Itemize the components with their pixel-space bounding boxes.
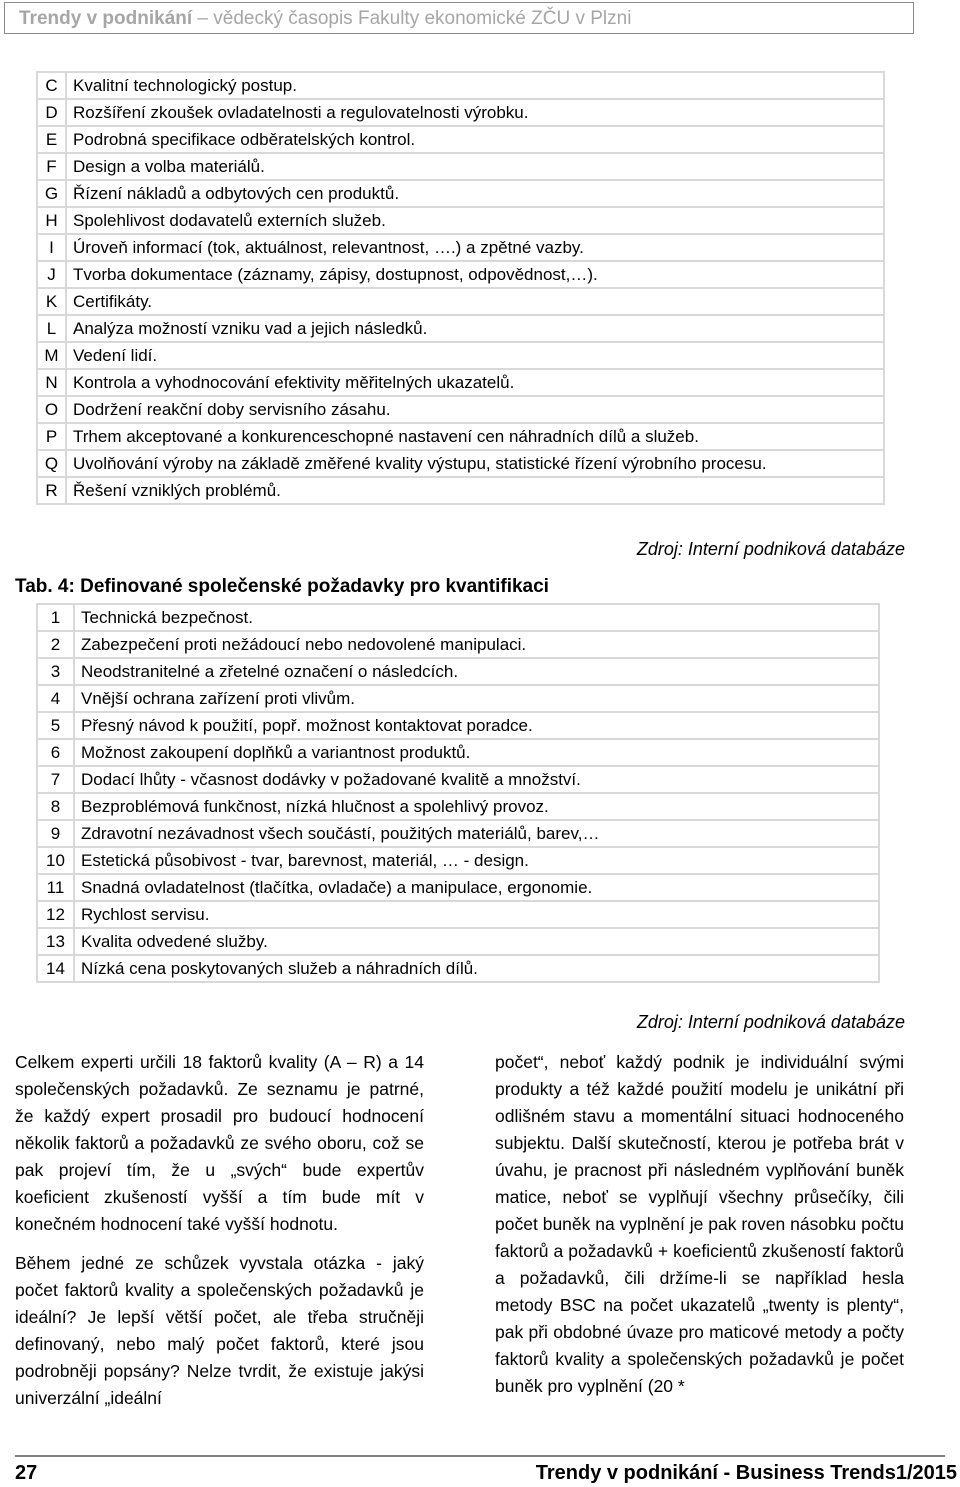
table-row — [37, 153, 884, 180]
row-text: Neodstranitelné a zřetelné označení o následcích. — [74, 658, 879, 685]
row-code: R — [37, 477, 66, 504]
row-text: Design a volba materiálů. — [66, 153, 884, 180]
table-row — [37, 126, 884, 153]
row-text: Přesný návod k použití, popř. možnost kontaktovat poradce. — [74, 712, 879, 739]
table3-source: Zdroj: Interní podniková databáze — [636, 539, 905, 559]
table-row — [37, 207, 884, 234]
table-row — [37, 739, 879, 766]
page-number: 27 — [15, 1462, 38, 1484]
table-row — [37, 342, 884, 369]
row-code: 10 — [37, 847, 74, 874]
table-row — [37, 901, 879, 928]
row-text: Řízení nákladů a odbytových cen produktů. — [66, 180, 884, 207]
footer-title: Trendy v podnikání - Business Trends1/2015 — [535, 1462, 957, 1484]
table-row — [37, 847, 879, 874]
table4-source: Zdroj: Interní podniková databáze — [636, 1012, 905, 1032]
row-text: Uvolňování výroby na základě změřené kvality výstupu, statistické řízení výrobního procesu. — [66, 450, 884, 477]
row-text: Spolehlivost dodavatelů externích služeb. — [66, 207, 884, 234]
table-row — [37, 766, 879, 793]
table-row — [37, 315, 884, 342]
table-row — [37, 261, 884, 288]
left-column — [15, 1049, 424, 1412]
row-text: Kvalitní technologický postup. — [66, 72, 884, 99]
row-code: K — [37, 288, 66, 315]
paragraph: Celkem experti určili 18 faktorů kvality (A – R) a 14 společenských požadavků. Ze seznamu je patrné, že každý expert prosadil pro budoucí hodnocení několik faktorů a požadavků ze svého oboru, což se pak projeví tím, že u „svých“ bude expertův koeficient zkušeností vyšší a tím bude mít v konečném hodnocení také vyšší hodnotu. — [15, 1052, 424, 1234]
header-subtitle: – vědecký časopis Fakulty ekonomické ZČU v Plzni — [192, 8, 632, 29]
row-code: 13 — [37, 928, 74, 955]
row-code: 1 — [37, 604, 74, 631]
table-row — [37, 423, 884, 450]
social-requirements-table — [36, 603, 880, 983]
table-row — [37, 450, 884, 477]
paragraph: počet“, neboť každý podnik je individuální svými produkty a též každé použití modelu je unikátní při odlišném stavu a momentální situaci hodnoceného subjektu. Další skutečností, kterou je potřeba brát v úvahu, je pracnost při následném vyplňování buněk matice, neboť se vyplňují všechny průsečíky, čili počet buněk na vyplnění je pak roven násobku počtu faktorů a požadavků + koeficientů zkušeností faktorů a požadavků, čili držíme-li se například hesla metody BSC na počet ukazatelů „twenty is plenty“, pak při obdobné úvaze pro maticové metody a počty faktorů kvality a společenských požadavků je počet buněk pro vyplnění (20 * — [495, 1052, 904, 1396]
row-text: Analýza možností vzniku vad a jejich následků. — [66, 315, 884, 342]
table-row — [37, 180, 884, 207]
table-row — [37, 928, 879, 955]
row-code: 7 — [37, 766, 74, 793]
row-code: Q — [37, 450, 66, 477]
table-row — [37, 72, 884, 99]
table-row — [37, 99, 884, 126]
row-text: Vnější ochrana zařízení proti vlivům. — [74, 685, 879, 712]
table-row — [37, 685, 879, 712]
table4-caption: Tab. 4: Definované společenské požadavky pro kvantifikaci — [15, 576, 549, 597]
running-header — [4, 2, 914, 34]
table-row — [37, 658, 879, 685]
row-text: Řešení vzniklých problémů. — [66, 477, 884, 504]
row-code: O — [37, 396, 66, 423]
row-code: 12 — [37, 901, 74, 928]
row-code: 3 — [37, 658, 74, 685]
table-row — [37, 793, 879, 820]
table-row — [37, 604, 879, 631]
row-code: 9 — [37, 820, 74, 847]
row-text: Tvorba dokumentace (záznamy, zápisy, dostupnost, odpovědnost,…). — [66, 261, 884, 288]
row-text: Technická bezpečnost. — [74, 604, 879, 631]
row-text: Rozšíření zkoušek ovladatelnosti a regulovatelnosti výrobku. — [66, 99, 884, 126]
row-code: H — [37, 207, 66, 234]
table-row — [37, 631, 879, 658]
row-code: D — [37, 99, 66, 126]
row-text: Kontrola a vyhodnocování efektivity měřitelných ukazatelů. — [66, 369, 884, 396]
row-text: Trhem akceptované a konkurenceschopné nastavení cen náhradních dílů a služeb. — [66, 423, 884, 450]
row-text: Snadná ovladatelnost (tlačítka, ovladače) a manipulace, ergonomie. — [74, 874, 879, 901]
row-code: E — [37, 126, 66, 153]
row-code: M — [37, 342, 66, 369]
table-row — [37, 396, 884, 423]
row-code: N — [37, 369, 66, 396]
row-code: J — [37, 261, 66, 288]
row-code: 14 — [37, 955, 74, 982]
row-text: Zdravotní nezávadnost všech součástí, použitých materiálů, barev,… — [74, 820, 879, 847]
paragraph: Během jedné ze schůzek vyvstala otázka - jaký počet faktorů kvality a společenských požadavků je ideální? Je lepší větší počet, ale třeba stručněji definovaný, nebo malý počet faktorů, které jsou podrobněji popsány? Nelze tvrdit, že existuje jakýsi univerzální „ideální — [15, 1253, 424, 1408]
table-row — [37, 820, 879, 847]
row-code: 2 — [37, 631, 74, 658]
row-text: Rychlost servisu. — [74, 901, 879, 928]
row-code: L — [37, 315, 66, 342]
row-text: Možnost zakoupení doplňků a variantnost produktů. — [74, 739, 879, 766]
header-journal-name: Trendy v podnikání — [19, 8, 193, 29]
row-code: G — [37, 180, 66, 207]
row-text: Kvalita odvedené služby. — [74, 928, 879, 955]
row-text: Dodržení reakční doby servisního zásahu. — [66, 396, 884, 423]
row-text: Úroveň informací (tok, aktuálnost, relevantnost, ….) a zpětné vazby. — [66, 234, 884, 261]
row-text: Estetická působivost - tvar, barevnost, materiál, … - design. — [74, 847, 879, 874]
row-code: 5 — [37, 712, 74, 739]
row-text: Bezproblémová funkčnost, nízká hlučnost a spolehlivý provoz. — [74, 793, 879, 820]
row-code: 11 — [37, 874, 74, 901]
row-code: I — [37, 234, 66, 261]
quality-factors-table — [36, 71, 885, 505]
row-code: 6 — [37, 739, 74, 766]
row-code: 4 — [37, 685, 74, 712]
row-text: Zabezpečení proti nežádoucí nebo nedovolené manipulaci. — [74, 631, 879, 658]
table-row — [37, 369, 884, 396]
row-text: Dodací lhůty - včasnost dodávky v požadované kvalitě a množství. — [74, 766, 879, 793]
table-row — [37, 288, 884, 315]
table-row — [37, 955, 879, 982]
row-code: F — [37, 153, 66, 180]
row-code: 8 — [37, 793, 74, 820]
row-code: C — [37, 72, 66, 99]
row-text: Nízká cena poskytovaných služeb a náhradních dílů. — [74, 955, 879, 982]
row-text: Certifikáty. — [66, 288, 884, 315]
row-text: Vedení lidí. — [66, 342, 884, 369]
row-text: Podrobná specifikace odběratelských kontrol. — [66, 126, 884, 153]
table-row — [37, 477, 884, 504]
table-row — [37, 234, 884, 261]
footer-rule — [15, 1455, 945, 1457]
table-row — [37, 874, 879, 901]
right-column — [495, 1049, 904, 1400]
row-code: P — [37, 423, 66, 450]
table-row — [37, 712, 879, 739]
